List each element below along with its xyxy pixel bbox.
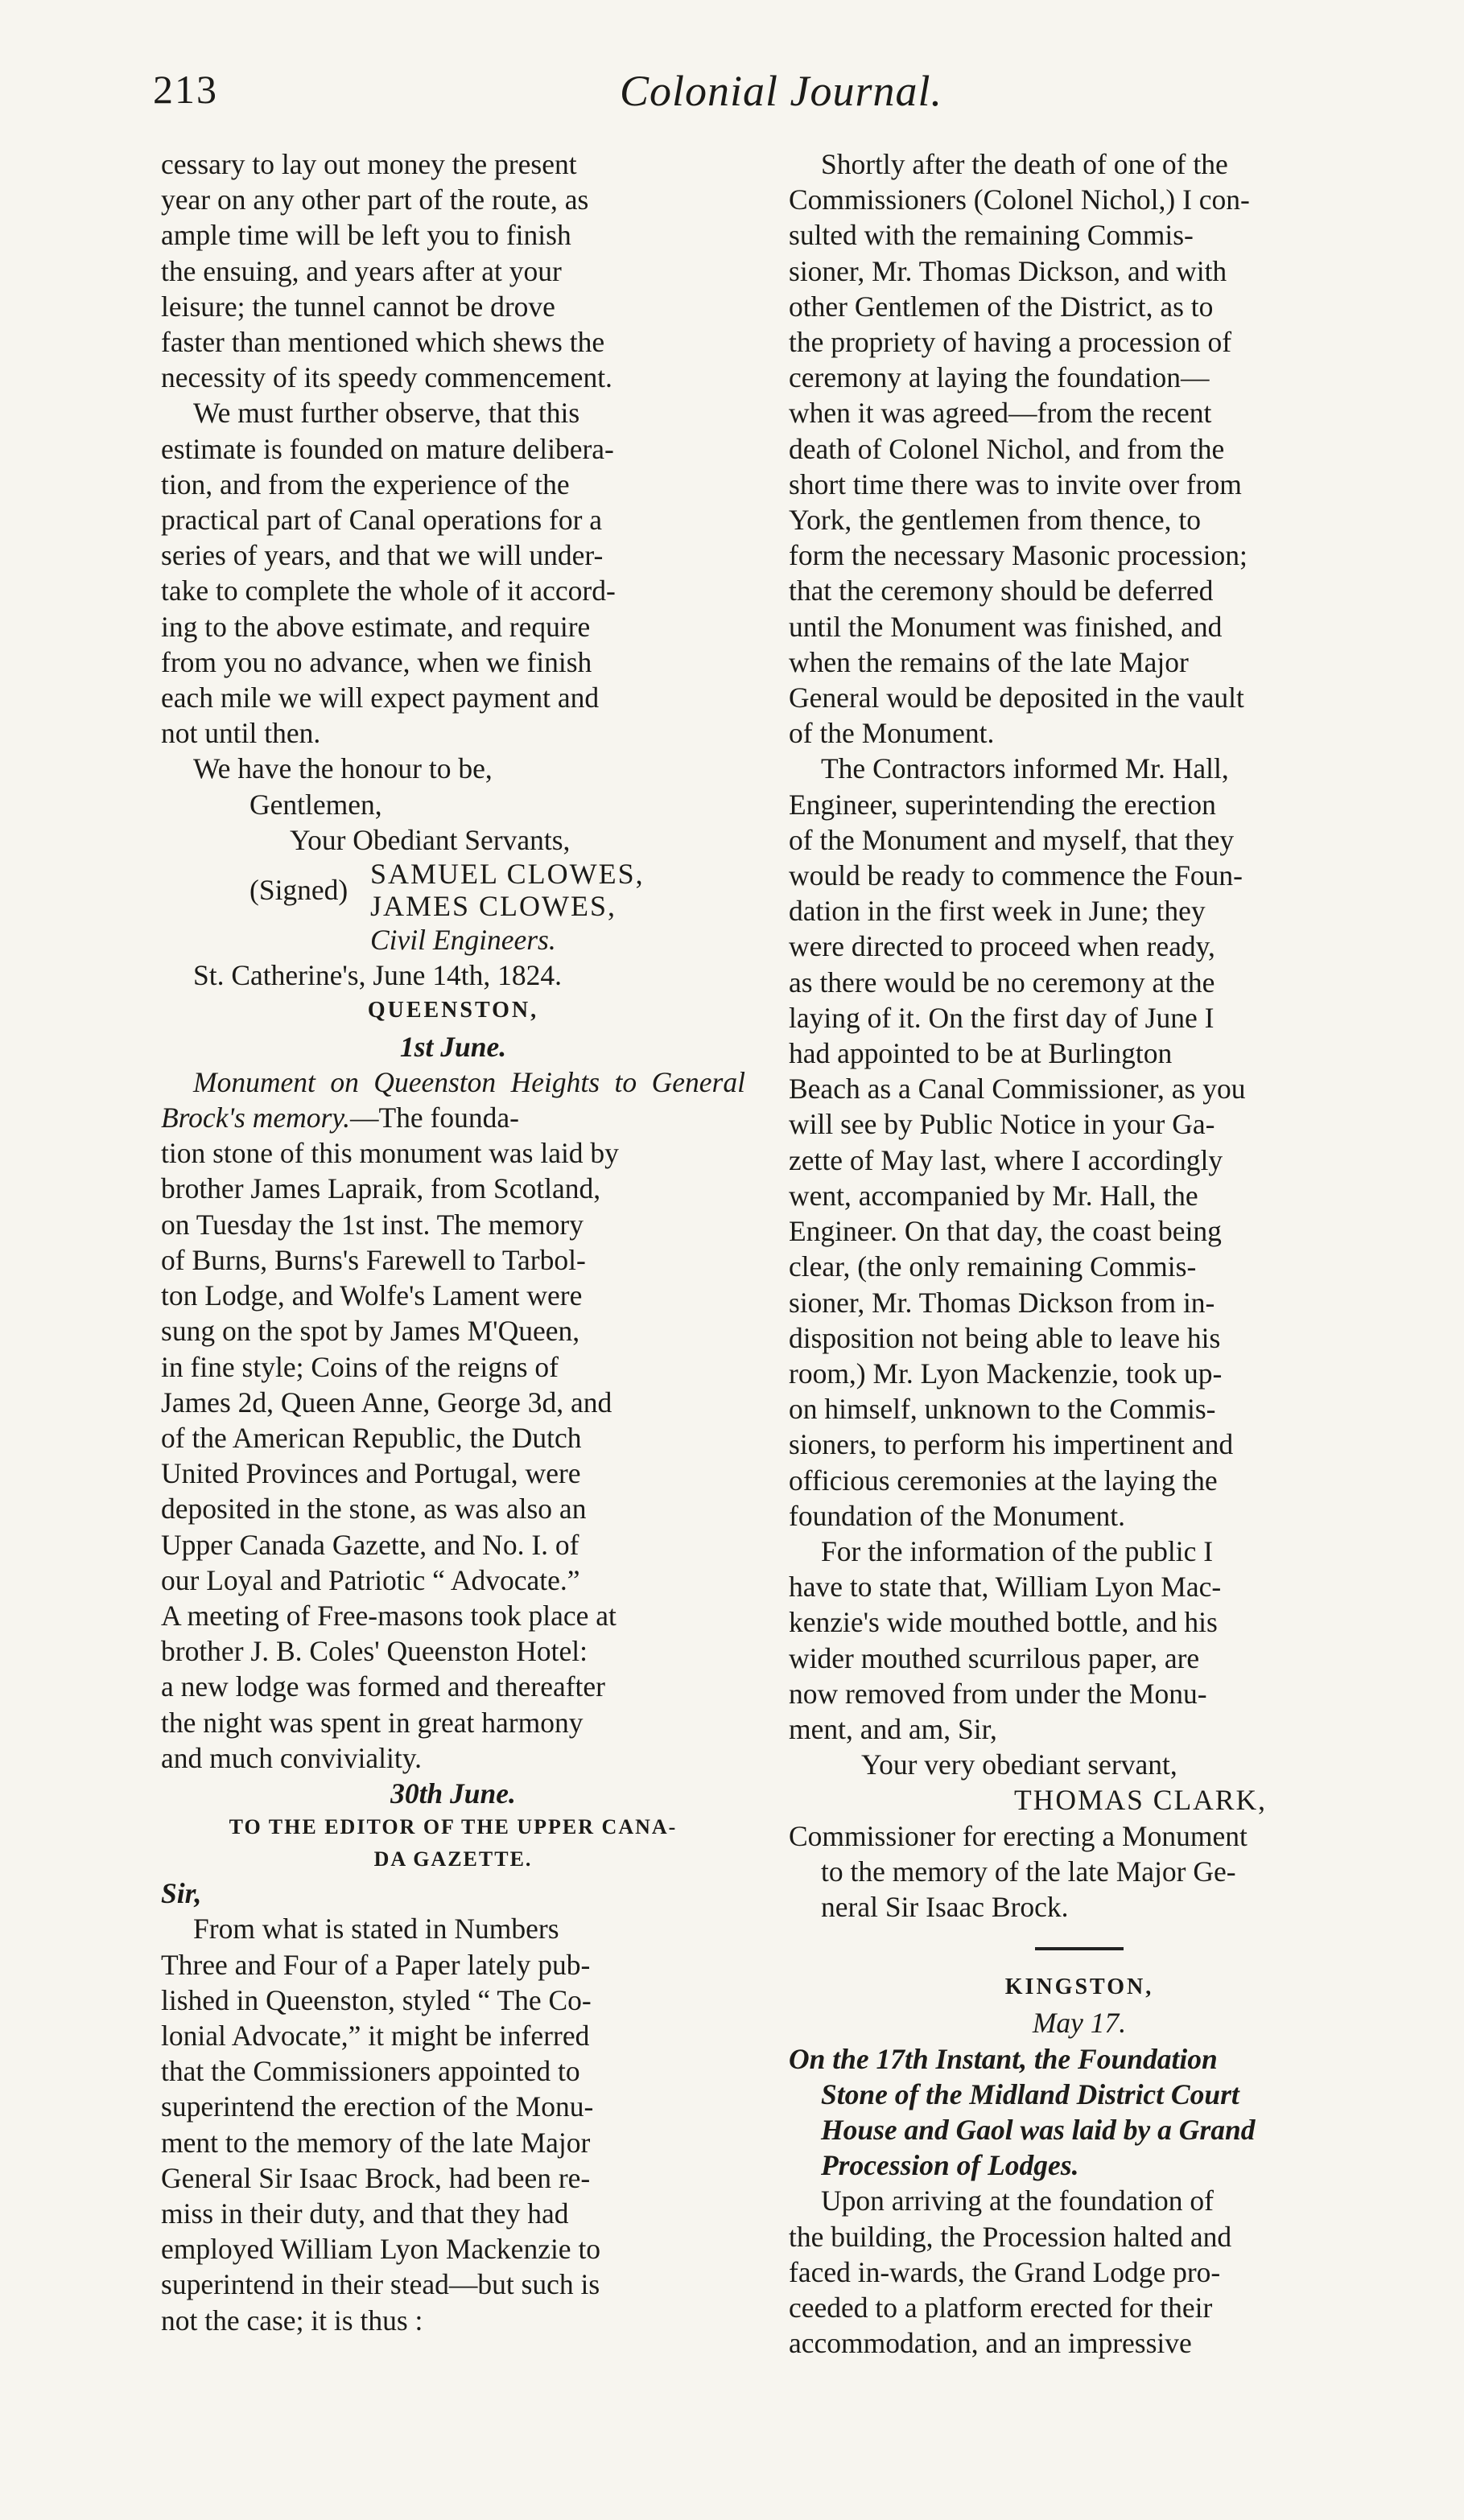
text-line: death of Colonel Nichol, and from the <box>789 432 1225 465</box>
text-line: room,) Mr. Lyon Mackenzie, took up- <box>789 1357 1223 1390</box>
text-line: Procession of Lodges. <box>821 2149 1079 2182</box>
text-line: take to complete the whole of it accord- <box>161 574 616 607</box>
text-line: on Tuesday the 1st inst. The memory <box>161 1208 584 1241</box>
text-line: laying of it. On the first day of June I <box>789 1001 1215 1034</box>
text-line: will see by Public Notice in your Ga- <box>789 1108 1215 1141</box>
text-line: of the Monument and myself, that they <box>789 823 1235 856</box>
text-line: series of years, and that we will under- <box>161 539 604 572</box>
text-line: Commissioners (Colonel Nichol,) I con- <box>789 183 1250 216</box>
paragraph <box>161 146 745 395</box>
right-column <box>789 146 1370 2361</box>
text-line: on himself, unknown to the Commis- <box>789 1393 1216 1426</box>
text-line: General Sir Isaac Brock, had been re- <box>161 2161 591 2194</box>
place-heading: KINGSTON, <box>1004 1974 1154 2000</box>
text-line: the building, the Procession halted and <box>789 2220 1232 2253</box>
text-line: practical part of Canal operations for a <box>161 504 603 537</box>
text-line: General would be deposited in the vault <box>789 681 1244 714</box>
text-line: From what is stated in Numbers <box>193 1913 559 1946</box>
text-line: superintend in their stead—but such is <box>161 2268 600 2301</box>
text-line: The Contractors informed Mr. Hall, <box>821 752 1229 785</box>
text-line: that the ceremony should be deferred <box>789 574 1214 607</box>
text-line: ment to the memory of the late Major <box>161 2126 591 2159</box>
text-line: the night was spent in great harmony <box>161 1706 584 1739</box>
signer-name: THOMAS CLARK, <box>1014 1784 1267 1817</box>
text-line: A meeting of Free-masons took place at <box>161 1599 617 1632</box>
signer-title <box>789 1818 1370 1925</box>
page-header <box>153 66 1376 130</box>
text-line: as there would be no ceremony at the <box>789 966 1215 999</box>
closing-line: Your Obediant Servants, <box>290 823 571 856</box>
text-line: kenzie's wide mouthed bottle, and his <box>789 1606 1218 1639</box>
text-line: United Provinces and Portugal, were <box>161 1457 581 1490</box>
text-line: of Burns, Burns's Farewell to Tarbol- <box>161 1243 586 1276</box>
text-line: lonial Advocate,” it might be inferred <box>161 2019 590 2052</box>
text-line: sioner, Mr. Thomas Dickson, and with <box>789 254 1227 287</box>
signature-block <box>161 858 745 922</box>
signer-name: SAMUEL CLOWES, <box>370 858 645 891</box>
text-line: Beach as a Canal Commissioner, as you <box>789 1073 1246 1106</box>
text-line: to the memory of the late Major Ge- <box>821 1855 1236 1888</box>
text-line: had appointed to be at Burlington <box>789 1037 1173 1070</box>
text-line: faster than mentioned which shews the <box>161 326 605 359</box>
text-line: form the necessary Masonic procession; <box>789 539 1247 572</box>
text-line: brother J. B. Coles' Queenston Hotel: <box>161 1635 588 1668</box>
text-line: leisure; the tunnel cannot be drove <box>161 290 555 323</box>
closing-line: Your very obediant servant, <box>861 1748 1177 1781</box>
text-line: Upper Canada Gazette, and No. I. of <box>161 1528 579 1561</box>
text-line: sioner, Mr. Thomas Dickson from in- <box>789 1286 1215 1319</box>
text-line: sung on the spot by James M'Queen, <box>161 1315 580 1348</box>
text-line: cessary to lay out money the present <box>161 148 577 180</box>
italic-heading <box>789 2041 1370 2184</box>
text-line: our Loyal and Patriotic “ Advocate.” <box>161 1563 580 1596</box>
text-line: when it was agreed—from the recent <box>789 397 1212 430</box>
left-column <box>161 146 745 2338</box>
dateline: St. Catherine's, June 14th, 1824. <box>193 959 562 992</box>
text-line: clear, (the only remaining Commis- <box>789 1250 1197 1283</box>
text-line: short time there was to invite over from <box>789 467 1242 500</box>
text-line: tion stone of this monument was laid by <box>161 1137 619 1170</box>
text-line: We must further observe, that this <box>193 397 580 430</box>
text-line: necessity of its speedy commencement. <box>161 361 612 394</box>
text-line: a new lodge was formed and thereafter <box>161 1670 605 1703</box>
text-line: officious ceremonies at the laying the <box>789 1464 1218 1497</box>
text-line: went, accompanied by Mr. Hall, the <box>789 1179 1198 1212</box>
text-line: wider mouthed scurrilous paper, are <box>789 1641 1200 1674</box>
text-line: dation in the first week in June; they <box>789 895 1206 928</box>
text-line: now removed from under the Monu- <box>789 1677 1207 1710</box>
text-line: ton Lodge, and Wolfe's Lament were <box>161 1279 583 1312</box>
text-line: York, the gentlemen from thence, to <box>789 504 1202 537</box>
text-line: when the remains of the late Major <box>789 645 1189 678</box>
monument-text <box>161 1101 619 1774</box>
text-line: Shortly after the death of one of the <box>821 148 1228 180</box>
text-line: accommodation, and an impressive <box>789 2327 1192 2360</box>
page-number: 213 <box>153 67 218 112</box>
letter-paragraph <box>161 1911 745 2337</box>
text-line: estimate is founded on mature delibera- <box>161 432 614 465</box>
text-line: James 2d, Queen Anne, George 3d, and <box>161 1386 612 1419</box>
closing-line: Gentlemen, <box>249 788 382 821</box>
text-line: brother James Lapraik, from Scotland, <box>161 1172 601 1205</box>
text-line: ample time will be left you to finish <box>161 219 571 252</box>
signer-title: Civil Engineers. <box>370 924 556 957</box>
text-line: would be ready to commence the Foun- <box>789 859 1243 892</box>
closing-line: We have the honour to be, <box>193 752 493 785</box>
monument-heading: Monument on Queenston Heights to General Brock's memory. <box>161 1065 745 1134</box>
paragraph <box>789 751 1370 1533</box>
text-line: until the Monument was finished, and <box>789 610 1223 643</box>
text-line: from you no advance, when we finish <box>161 645 592 678</box>
letter-heading-line: DA GAZETTE. <box>373 1847 533 1871</box>
text-line: of the Monument. <box>789 717 995 750</box>
text-line: ment, and am, Sir, <box>789 1712 997 1745</box>
text-line: that the Commissioners appointed to <box>161 2055 580 2088</box>
text-line: of the American Republic, the Dutch <box>161 1421 582 1454</box>
text-line: other Gentlemen of the District, as to <box>789 290 1214 323</box>
letter-heading <box>161 1811 745 1876</box>
text-line: deposited in the stone, as was also an <box>161 1493 587 1526</box>
text-line: not the case; it is thus : <box>161 2304 423 2337</box>
text-line: Engineer. On that day, the coast being <box>789 1215 1222 1248</box>
text-line: On the 17th Instant, the Foundation <box>789 2042 1218 2075</box>
paragraph <box>789 1534 1370 1747</box>
text-line: disposition not being able to leave his <box>789 1321 1221 1354</box>
text-line: faced in-wards, the Grand Lodge pro- <box>789 2255 1221 2288</box>
text-line: ing to the above estimate, and require <box>161 610 591 643</box>
date-heading: May 17. <box>1032 2007 1127 2040</box>
letter-heading-line: TO THE EDITOR OF THE UPPER CANA- <box>229 1815 678 1839</box>
text-line: For the information of the public I <box>821 1534 1214 1567</box>
text-line: Three and Four of a Paper lately pub- <box>161 1948 591 1981</box>
text-line: have to state that, William Lyon Mac- <box>789 1571 1222 1604</box>
text-line: superintend the erection of the Monu- <box>161 2090 594 2123</box>
place-heading: QUEENSTON, <box>367 998 539 1023</box>
paragraph <box>161 395 745 751</box>
signed-label: (Signed) <box>249 873 348 906</box>
text-line: year on any other part of the route, as <box>161 183 589 216</box>
running-title: Colonial Journal. <box>620 67 943 115</box>
signer-names <box>370 858 645 922</box>
text-line: —The founda- <box>350 1101 519 1134</box>
section-rule <box>1035 1947 1124 1950</box>
text-line: Engineer, superintending the erection <box>789 788 1216 821</box>
text-line: Upon arriving at the foundation of <box>821 2184 1215 2217</box>
text-line: in fine style; Coins of the reigns of <box>161 1350 559 1383</box>
text-line: the ensuing, and years after at your <box>161 254 562 287</box>
text-line: foundation of the Monument. <box>789 1499 1126 1532</box>
paragraph <box>789 2183 1370 2361</box>
text-line: lished in Queenston, styled “ The Co- <box>161 1983 592 2016</box>
text-line: each mile we will expect payment and <box>161 681 600 714</box>
text-line: Commissioner for erecting a Monument <box>789 1819 1247 1852</box>
text-line: ceeded to a platform erected for their <box>789 2291 1213 2324</box>
text-line: not until then. <box>161 717 321 750</box>
date-heading: 1st June. <box>399 1030 507 1063</box>
text-line: zette of May last, where I accordingly <box>789 1143 1223 1176</box>
monument-paragraph <box>161 1064 745 1776</box>
date-heading: 30th June. <box>390 1777 516 1810</box>
text-line: neral Sir Isaac Brock. <box>821 1890 1069 1923</box>
text-line: Stone of the Midland District Court <box>821 2077 1239 2110</box>
text-line: and much conviviality. <box>161 1741 423 1774</box>
text-line: miss in their duty, and that they had <box>161 2197 569 2230</box>
text-line: sulted with the remaining Commis- <box>789 219 1194 252</box>
text-line: the propriety of having a procession of <box>789 326 1232 359</box>
text-line: House and Gaol was laid by a Grand <box>821 2113 1256 2146</box>
text-line: tion, and from the experience of the <box>161 467 570 500</box>
salutation: Sir, <box>161 1877 202 1910</box>
paragraph <box>789 146 1370 751</box>
text-line: employed William Lyon Mackenzie to <box>161 2233 601 2266</box>
text-line: were directed to proceed when ready, <box>789 930 1215 963</box>
text-line: sioners, to perform his impertinent and <box>789 1428 1234 1461</box>
text-line: ceremony at laying the foundation— <box>789 361 1210 394</box>
signer-name: JAMES CLOWES, <box>370 890 617 923</box>
